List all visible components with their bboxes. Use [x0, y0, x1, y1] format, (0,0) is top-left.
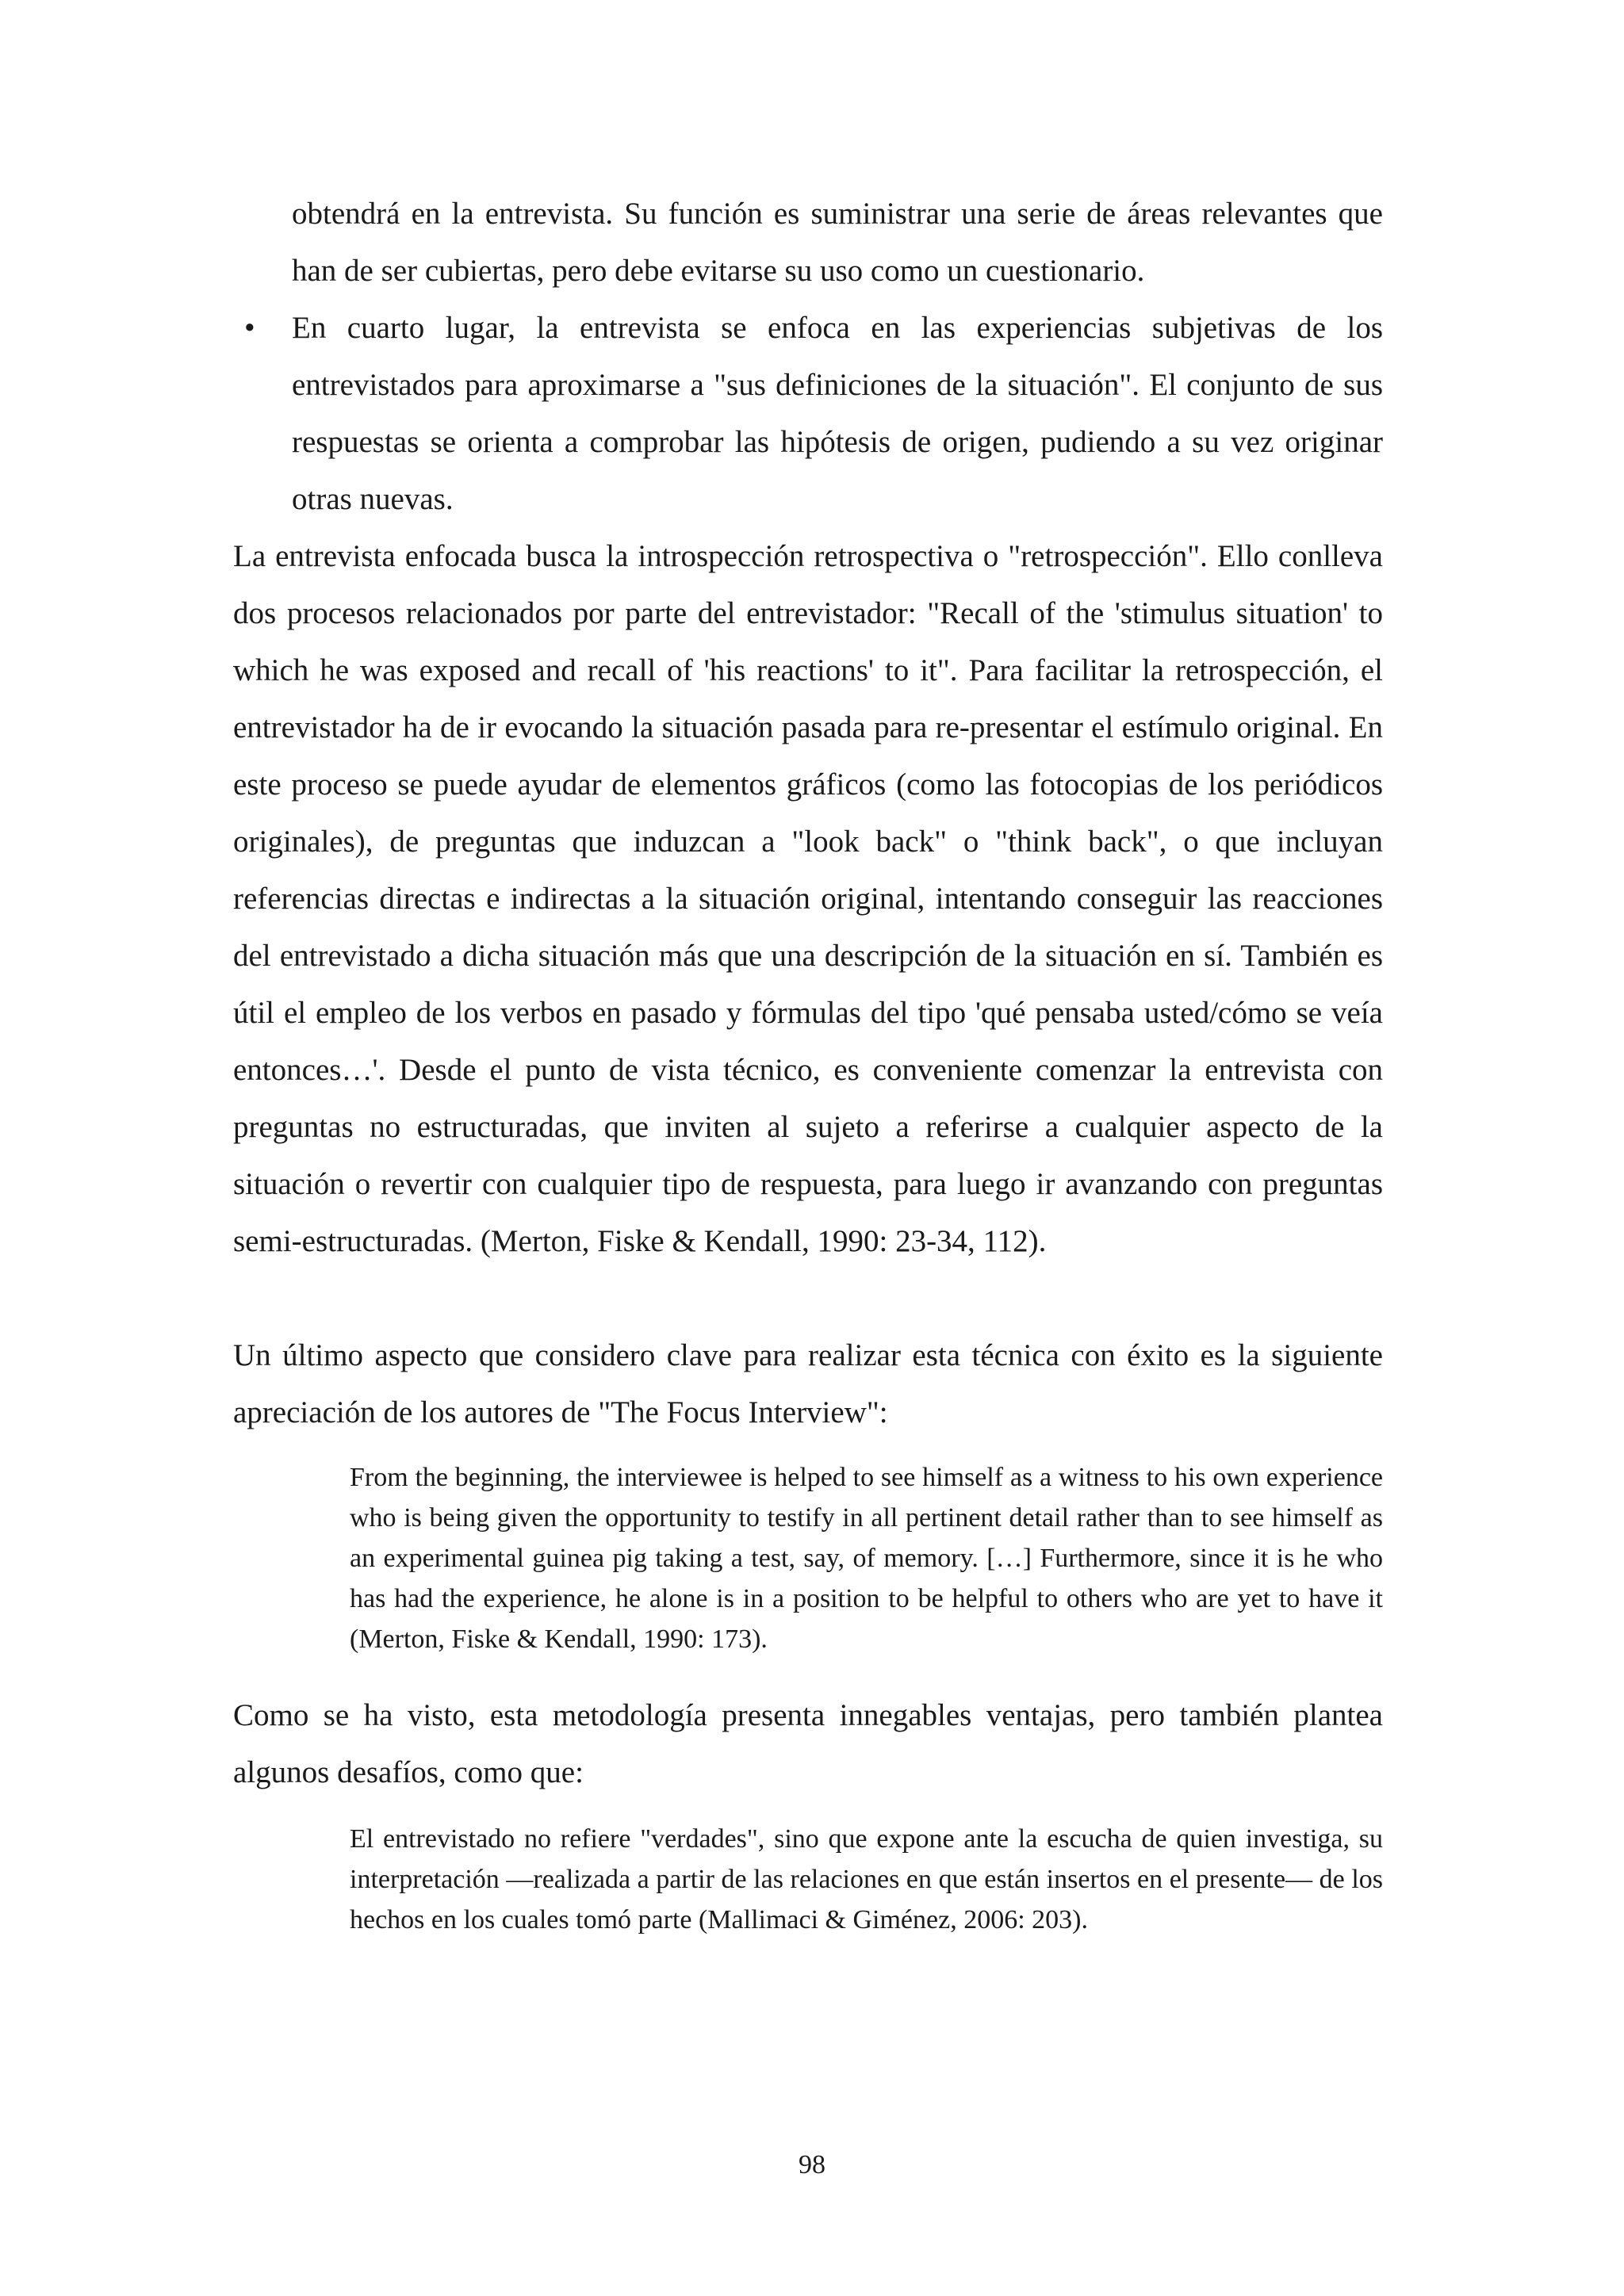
continuation-paragraph: obtendrá en la entrevista. Su función es suministrar una serie de áreas relevantes que han de ser cubiertas, pero debe evitarse su uso como un cuestionario.: [292, 197, 1383, 288]
bullet-text: En cuarto lugar, la entrevista se enfoca en las experiencias subjetivas de los entrevistados para aproximarse a "sus definiciones de la situación". El conjunto de sus respuestas se orienta a comprobar las hipótesis de origen, pudiendo a su vez originar otras nuevas.: [292, 311, 1383, 516]
block-quote-mallimaci: El entrevistado no refiere "verdades", sino que expone ante la escucha de quien investiga, su interpretación —realizada a partir de las relaciones en que están insertos en el presente— de los hechos en los cuales tomó parte (Mallimaci & Giménez, 2006: 203).: [350, 1824, 1383, 1934]
body-paragraph-challenges: Como se ha visto, esta metodología presenta innegables ventajas, pero también plantea algunos desafíos, como que:: [233, 1698, 1383, 1789]
block-quote-focus-interview: From the beginning, the interviewee is helped to see himself as a witness to his own experience who is being given the opportunity to testify in all pertinent detail rather than to see himself as an experimental guinea pig taking a test, say, of memory. […] Furthermore, since it is he who has had the experience, he alone is in a position to be helpful to others who are yet to have it (Merton, Fiske & Kendall, 1990: 173).: [350, 1463, 1383, 1654]
body-paragraph-key-aspect: Un último aspecto que considero clave para realizar esta técnica con éxito es la siguiente apreciación de los autores de "The Focus Interview":: [233, 1338, 1383, 1429]
bullet-marker: •: [244, 311, 255, 345]
page-number: 98: [799, 2150, 825, 2179]
body-paragraph-retrospection: La entrevista enfocada busca la introspección retrospectiva o "retrospección". Ello conlleva dos procesos relacionados por parte del entrevistador: "Recall of the 'stimulus situation' to which he was exposed and recall of 'his reactions' to it". Para facilitar la retrospección, el entrevistador ha de ir evocando la situación pasada para re-presentar el estímulo original. En este proceso se puede ayudar de elementos gráficos (como las fotocopias de los periódicos originales), de preguntas que induzcan a "look back" o "think back", o que incluyan referencias directas e indirectas a la situación original, intentando conseguir las reacciones del entrevistado a dicha situación más que una descripción de la situación en sí. También es útil el empleo de los verbos en pasado y fórmulas del tipo 'qué pensaba usted/cómo se veía entonces…'. Desde el punto de vista técnico, es conveniente comenzar la entrevista con preguntas no estructuradas, que inviten al sujeto a referirse a cualquier aspecto de la situación o revertir con cualquier tipo de respuesta, para luego ir avanzando con preguntas semi-estructuradas. (Merton, Fiske & Kendall, 1990: 23-34, 112).: [233, 539, 1383, 1258]
